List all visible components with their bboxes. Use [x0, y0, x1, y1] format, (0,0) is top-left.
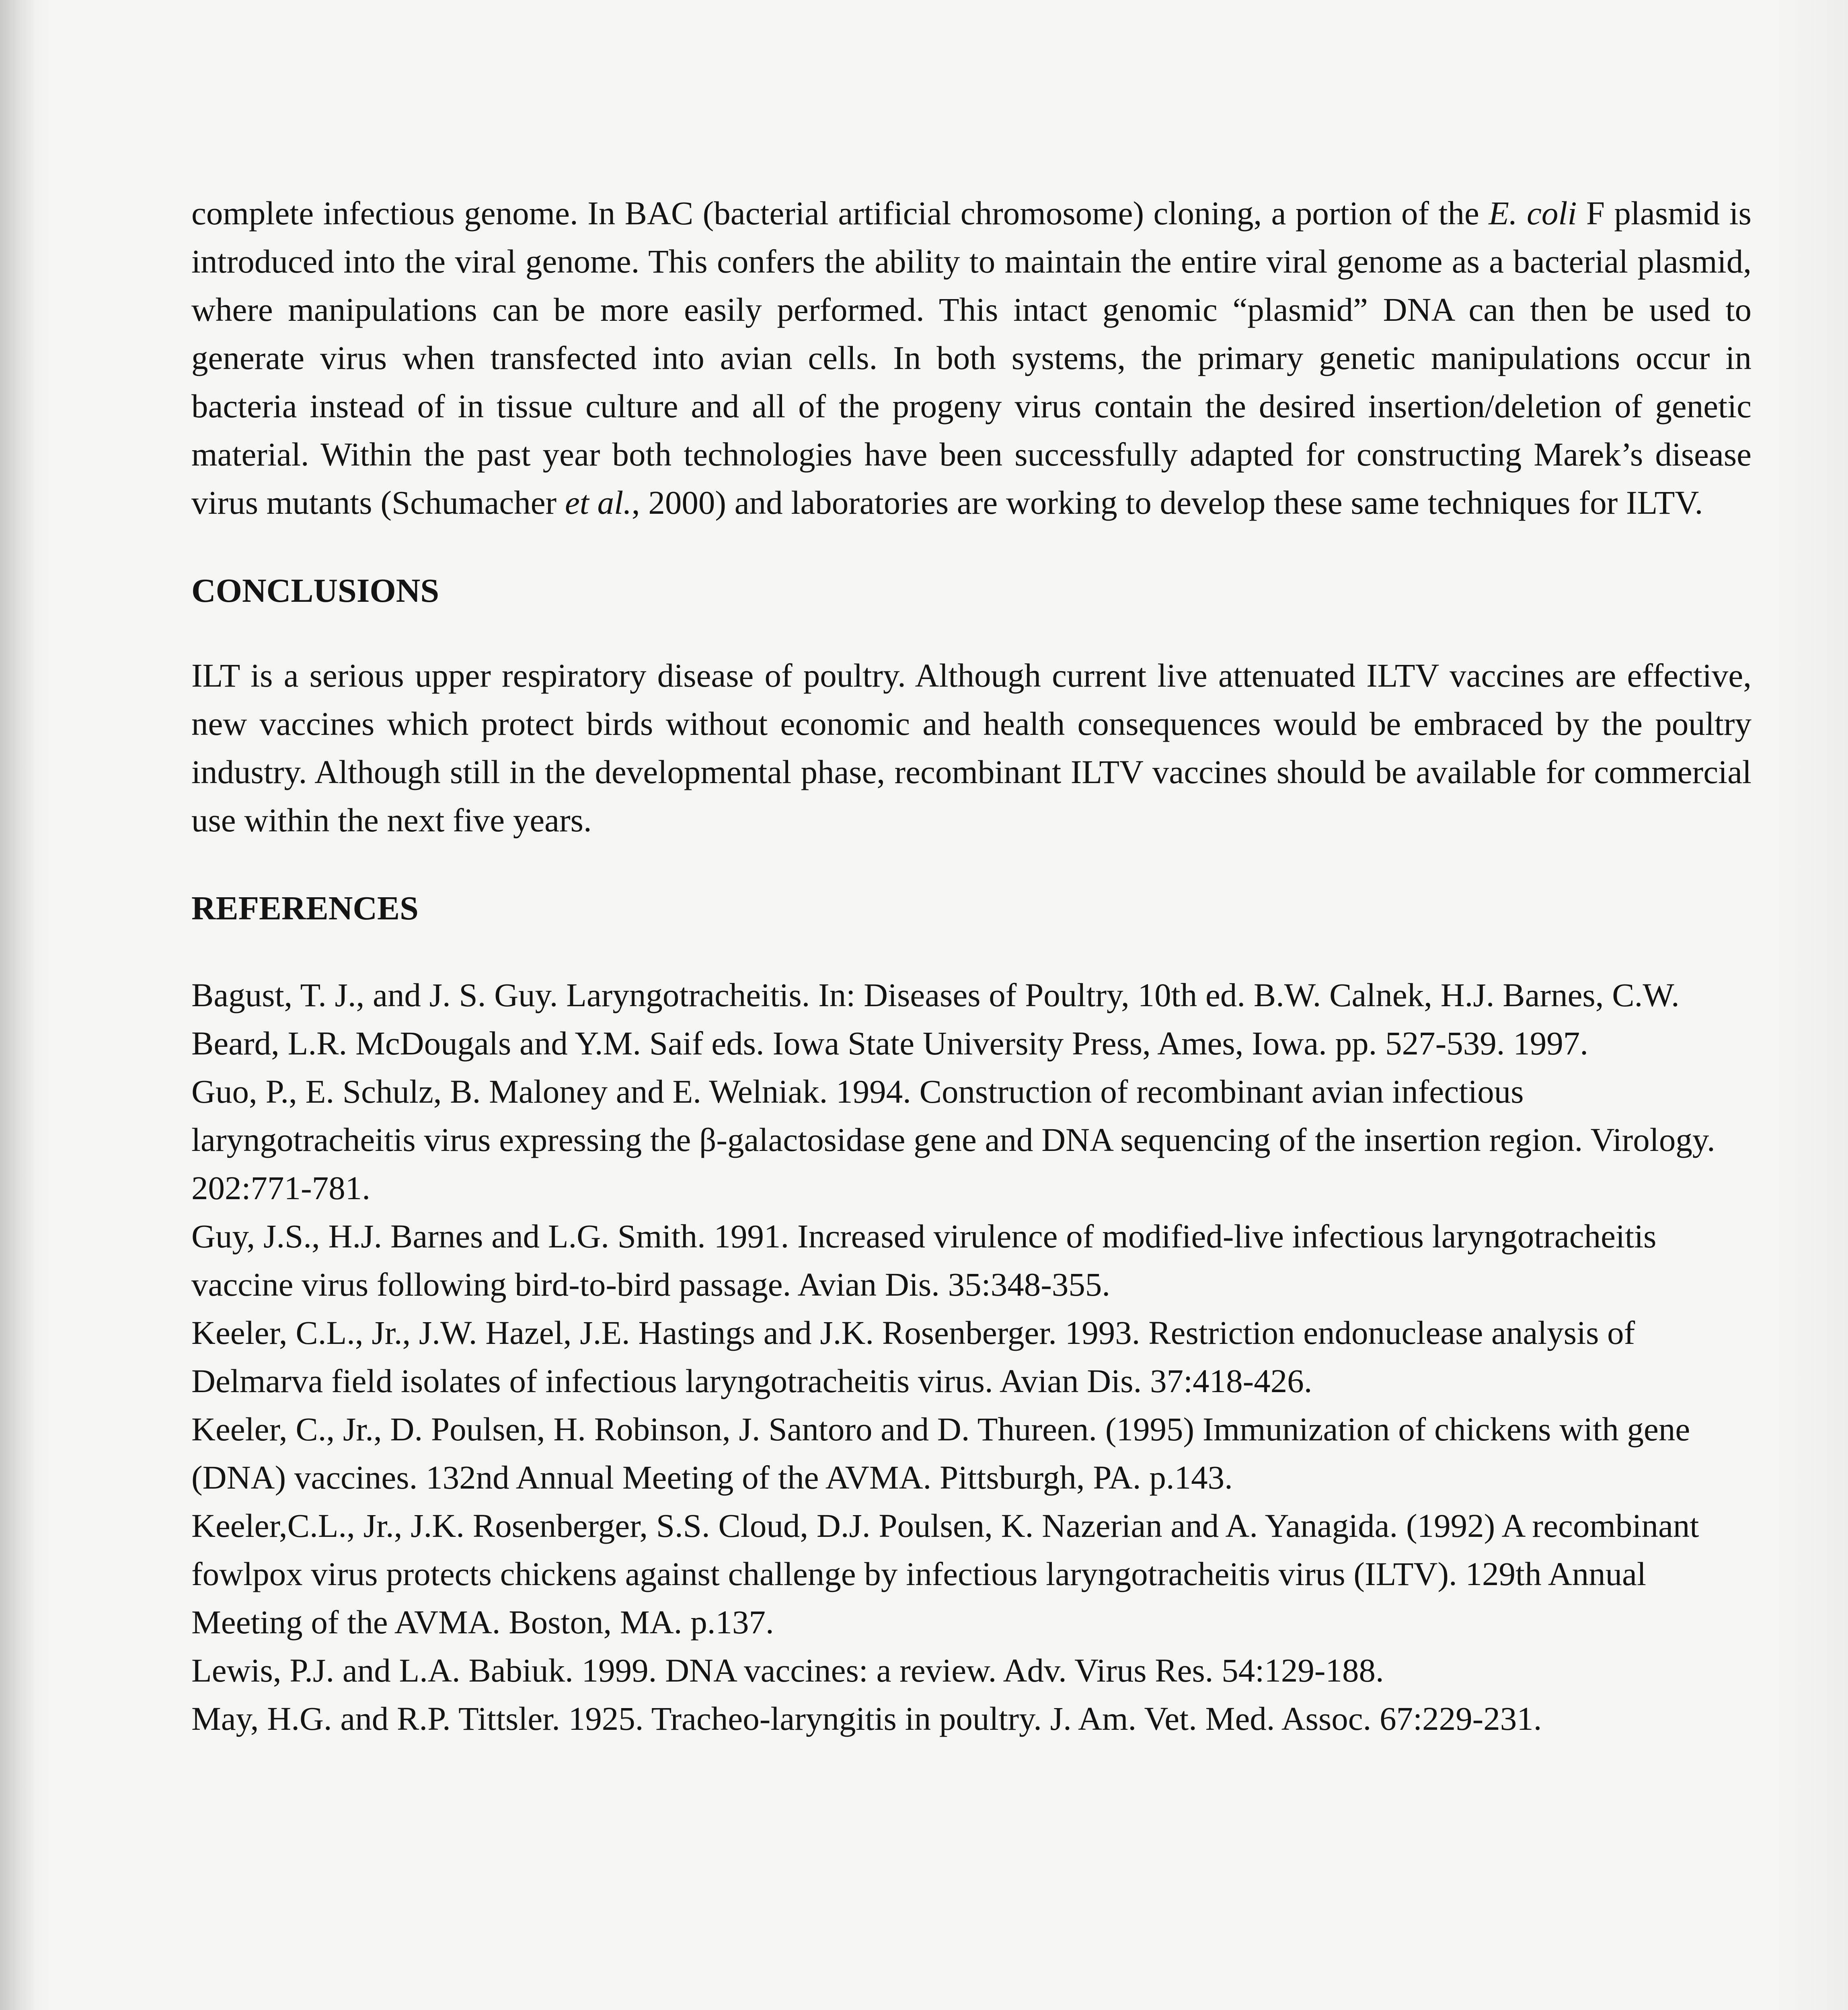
reference-guo-1994: Guo, P., E. Schulz, B. Maloney and E. Welniak. 1994. Construction of recombinant avian infectious laryngotracheitis virus expressing the β-galactosidase gene and DNA sequencing of the insertion region. Virology. 202:771-781. — [191, 1073, 1715, 1206]
intro-text-part3: , 2000) and laboratories are working to develop these same techniques for ILTV. — [631, 484, 1703, 521]
reference-keeler-1995: Keeler, C., Jr., D. Poulsen, H. Robinson, J. Santoro and D. Thureen. (1995) Immunization of chickens with gene (DNA) vaccines. 132nd Annual Meeting of the AVMA. Pittsburgh, PA. p.143. — [191, 1411, 1690, 1496]
binding-shadow — [0, 0, 36, 2010]
reference-bagust-1997: Bagust, T. J., and J. S. Guy. Laryngotracheitis. In: Diseases of Poultry, 10th ed. B.W. Calnek, H.J. Barnes, C.W. Beard, L.R. McDougals and Y.M. Saif eds. Iowa State University Press, Ames, Iowa. pp. 527-539. 1997. — [191, 976, 1680, 1062]
reference-keeler-1993: Keeler, C.L., Jr., J.W. Hazel, J.E. Hastings and J.K. Rosenberger. 1993. Restriction endonuclease analysis of Delmarva field isolates of infectious laryngotracheitis virus. Avian Dis. 37:418-426. — [191, 1314, 1635, 1399]
page-content — [191, 189, 1751, 1743]
reference-guy-1991: Guy, J.S., H.J. Barnes and L.G. Smith. 1991. Increased virulence of modified-live infectious laryngotracheitis vaccine virus following bird-to-bird passage. Avian Dis. 35:348-355. — [191, 1218, 1657, 1303]
intro-italic-ecoli: E. coli — [1489, 195, 1577, 232]
reference-lewis-1999: Lewis, P.J. and L.A. Babiuk. 1999. DNA vaccines: a review. Adv. Virus Res. 54:129-188. — [191, 1652, 1384, 1689]
reference-may-1925: May, H.G. and R.P. Tittsler. 1925. Tracheo-laryngitis in poultry. J. Am. Vet. Med. Assoc. 67:229-231. — [191, 1700, 1542, 1737]
references-heading: REFERENCES — [191, 890, 419, 927]
intro-paragraph — [191, 189, 1751, 527]
conclusions-paragraph: ILT is a serious upper respiratory disease of poultry. Although current live attenuated ILTV vaccines are effective, new vaccines which protect birds without economic and health consequences would be embraced by the poultry industry. Although still in the developmental phase, recombinant ILTV vaccines should be available for commercial use within the next five years. — [191, 657, 1751, 839]
conclusions-heading: CONCLUSIONS — [191, 572, 439, 609]
references-list — [191, 971, 1751, 1743]
intro-text-part1: complete infectious genome. In BAC (bacterial artificial chromosome) cloning, a portion of the — [191, 195, 1489, 232]
intro-italic-etal: et al. — [565, 484, 632, 521]
reference-keeler-1992: Keeler,C.L., Jr., J.K. Rosenberger, S.S. Cloud, D.J. Poulsen, K. Nazerian and A. Yanagida. (1992) A recombinant fowlpox virus protects chickens against challenge by infectious laryngotracheitis virus (ILTV). 129th Annual Meeting of the AVMA. Boston, MA. p.137. — [191, 1507, 1699, 1641]
intro-text-part2: F plasmid is introduced into the viral genome. This confers the ability to maintain the entire viral genome as a bacterial plasmid, where manipulations can be more easily performed. This intact genomic “plasmid” DNA can then be used to generate virus when transfected into avian cells. In both systems, the primary genetic manipulations occur in bacteria instead of in tissue culture and all of the progeny virus contain the desired insertion/deletion of genetic material. Within the past year both technologies have been successfully adapted for constructing Marek’s disease virus mutants (Schumacher — [191, 195, 1751, 521]
